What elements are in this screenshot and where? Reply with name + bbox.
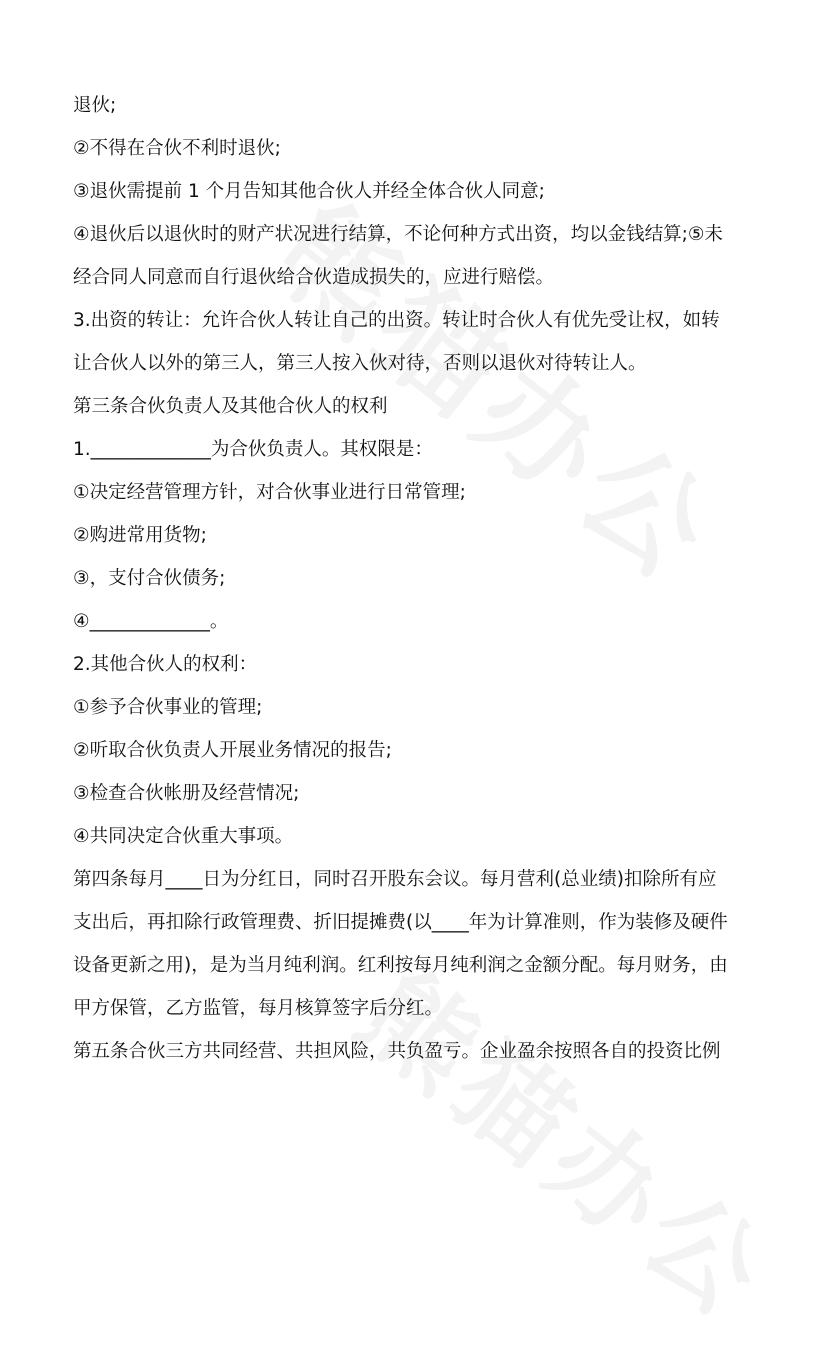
paragraph-line: 第四条每月____日为分红日，同时召开股东会议。每月营利(总业绩)扣除所有应 (73, 869, 717, 890)
paragraph-line: ④退伙后以退伙时的财产状况进行结算，不论何种方式出资，均以金钱结算;⑤未 (73, 224, 723, 245)
document-body (73, 84, 763, 1073)
paragraph-line: 2.其他合伙人的权利： (73, 654, 258, 675)
paragraph-line: ④_____________。 (73, 611, 229, 632)
paragraph-line: ③，支付合伙债务; (73, 568, 226, 589)
paragraph-line: ①参予合伙事业的管理; (73, 697, 263, 718)
paragraph-line: ③退伙需提前 1 个月告知其他合伙人并经全体合伙人同意; (73, 181, 545, 202)
paragraph-line: ④共同决定合伙重大事项。 (73, 826, 294, 847)
paragraph-line: 让合伙人以外的第三人，第三人按入伙对待，否则以退伙对待转让人。 (73, 353, 647, 374)
paragraph-line: ②不得在合伙不利时退伙; (73, 138, 281, 159)
paragraph-line: 经合同人同意而自行退伙给合伙造成损失的，应进行赔偿。 (73, 267, 555, 288)
paragraph-line: 设备更新之用)，是为当月纯利润。红利按每月纯利润之金额分配。每月财务，由 (73, 955, 728, 976)
paragraph-line: 甲方保管，乙方监管，每月核算签字后分红。 (73, 998, 444, 1019)
paragraph-line: ①决定经营管理方针，对合伙事业进行日常管理; (73, 482, 466, 503)
paragraph-line: ②购进常用货物; (73, 525, 207, 546)
paragraph-line: 第五条合伙三方共同经营、共担风险，共负盈亏。企业盈余按照各自的投资比例 (73, 1041, 721, 1062)
paragraph-line: 1._____________为合伙负责人。其权限是： (73, 439, 433, 460)
section-heading: 第三条合伙负责人及其他合伙人的权利 (73, 396, 388, 417)
paragraph-line: 3.出资的转让：允许合伙人转让自己的出资。转让时合伙人有优先受让权，如转 (73, 310, 720, 331)
paragraph-line: 退伙; (73, 95, 117, 116)
paragraph-line: ②听取合伙负责人开展业务情况的报告; (73, 740, 392, 761)
paragraph-line: ③检查合伙帐册及经营情况; (73, 783, 300, 804)
paragraph-line: 支出后，再扣除行政管理费、折旧提摊费(以____年为计算准则，作为装修及硬件 (73, 912, 728, 933)
